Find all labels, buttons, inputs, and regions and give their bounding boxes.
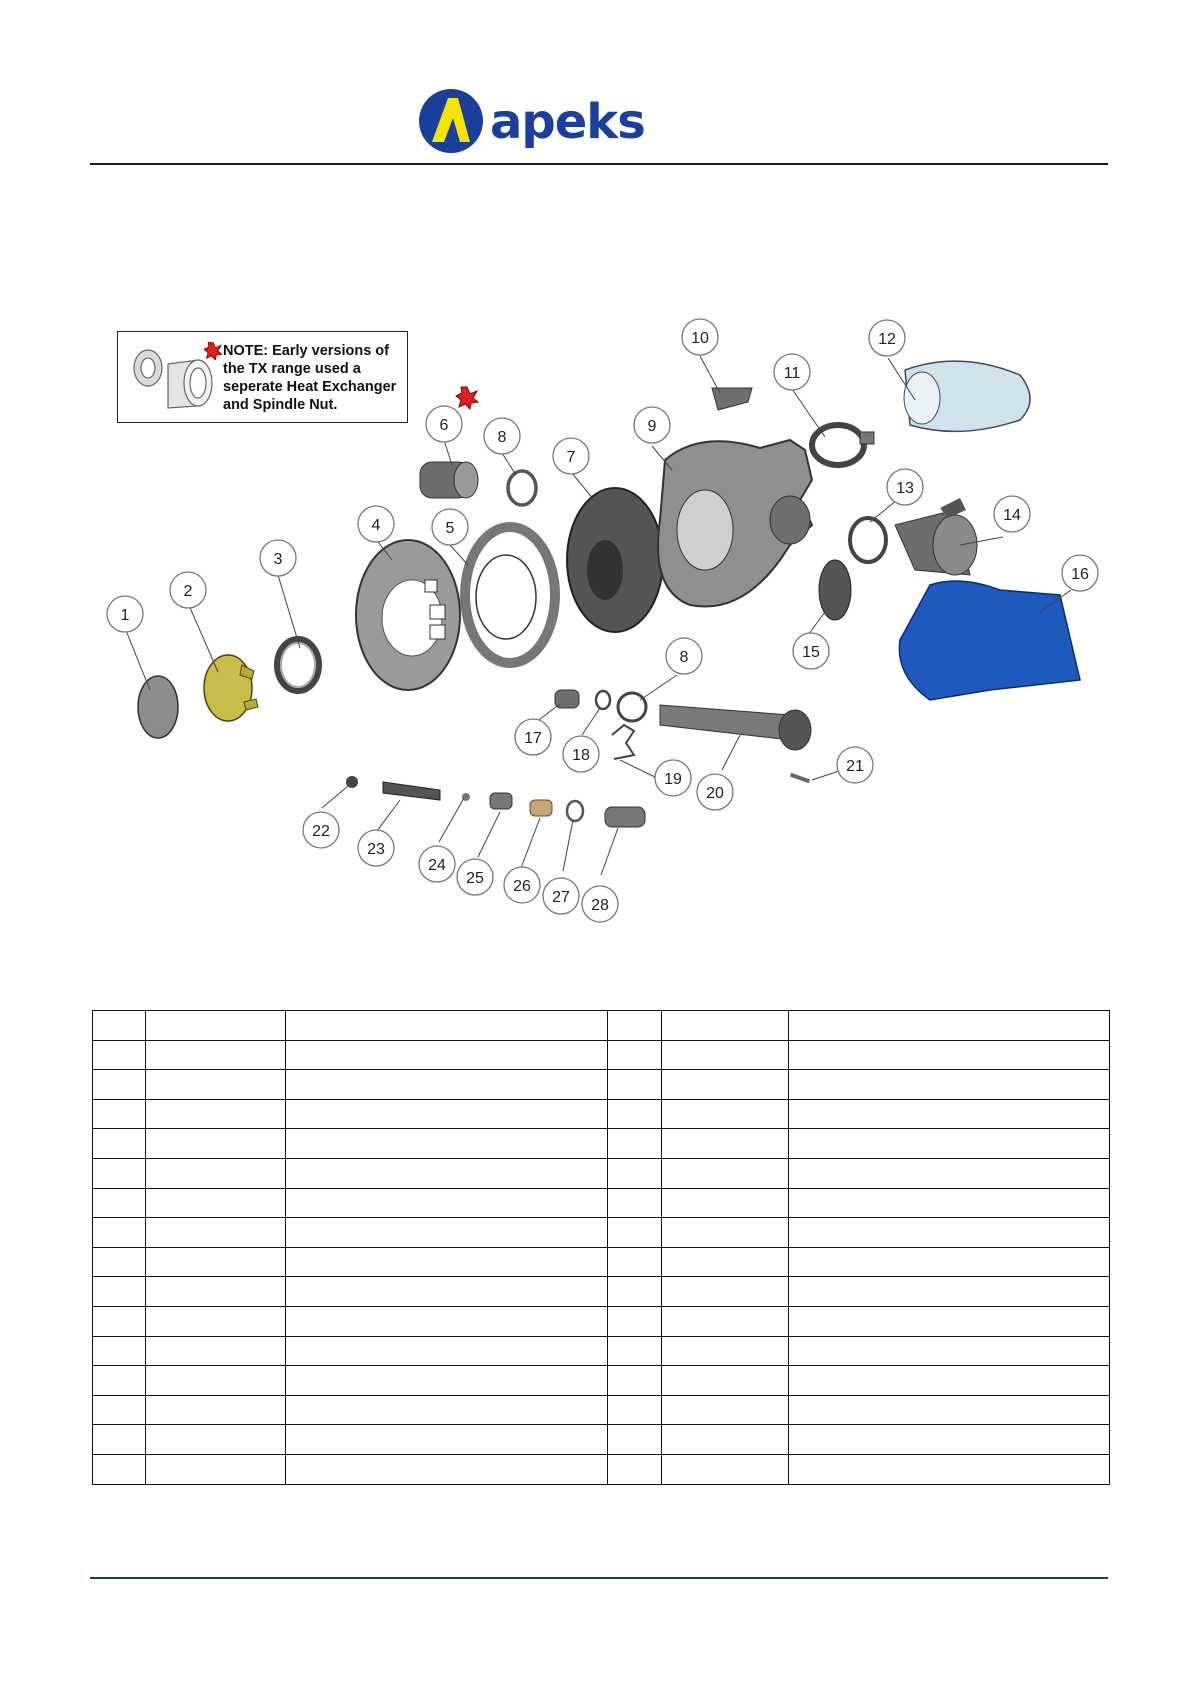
- table-cell: [146, 1306, 286, 1336]
- note-starburst-icon: [204, 342, 222, 360]
- table-cell: [146, 1011, 286, 1041]
- header-rule: [90, 163, 1108, 165]
- callout-10: [682, 319, 718, 355]
- table-cell: [662, 1011, 789, 1041]
- part-3-retaining-ring: [277, 639, 319, 691]
- table-cell: [789, 1306, 1110, 1336]
- table-cell: [146, 1336, 286, 1366]
- callout-15: [793, 633, 829, 669]
- table-row: [93, 1336, 1110, 1366]
- table-cell: [608, 1277, 662, 1307]
- svg-text:14: 14: [1003, 507, 1021, 524]
- table-cell: [662, 1454, 789, 1484]
- table-cell: [662, 1099, 789, 1129]
- red-starburst-icon: [456, 387, 478, 409]
- svg-text:5: 5: [445, 520, 455, 537]
- table-cell: [789, 1129, 1110, 1159]
- callout-21: [837, 747, 873, 783]
- table-cell: [608, 1218, 662, 1248]
- svg-text:15: 15: [802, 644, 820, 661]
- callout-6: [426, 406, 462, 442]
- table-cell: [286, 1158, 608, 1188]
- table-cell: [93, 1188, 146, 1218]
- svg-text:6: 6: [439, 417, 449, 434]
- table-cell: [608, 1188, 662, 1218]
- table-cell: [146, 1218, 286, 1248]
- table-cell: [662, 1040, 789, 1070]
- callout-2: [170, 572, 206, 608]
- part-14-mouthpiece-adapter: [895, 498, 977, 575]
- callout-1: [107, 596, 143, 632]
- svg-text:1: 1: [120, 607, 130, 624]
- callout-8-lower: [666, 638, 702, 674]
- part-21-pin: [790, 773, 810, 784]
- part-26-poppet-brass: [530, 800, 552, 816]
- part-1-diaphragm-cover-disc: [138, 676, 178, 738]
- part-2-purge-button: [204, 655, 258, 721]
- table-row: [93, 1129, 1110, 1159]
- table-row: [93, 1218, 1110, 1248]
- part-12-mouthpiece-clear: [904, 361, 1030, 431]
- callout-3: [260, 540, 296, 576]
- parts-table-body: [93, 1011, 1110, 1485]
- svg-text:16: 16: [1071, 566, 1089, 583]
- table-cell: [608, 1425, 662, 1455]
- svg-text:18: 18: [572, 747, 590, 764]
- table-cell: [662, 1129, 789, 1159]
- table-cell: [662, 1336, 789, 1366]
- callout-5: [432, 509, 468, 545]
- table-cell: [789, 1366, 1110, 1396]
- table-cell: [93, 1129, 146, 1159]
- table-cell: [286, 1129, 608, 1159]
- table-cell: [93, 1306, 146, 1336]
- part-4-front-cover: [356, 540, 460, 690]
- table-cell: [146, 1188, 286, 1218]
- table-cell: [608, 1395, 662, 1425]
- table-cell: [789, 1188, 1110, 1218]
- part-15-exhaust-valve: [819, 560, 851, 620]
- part-27-o-ring: [567, 801, 583, 821]
- callout-24: [419, 846, 455, 882]
- part-16-exhaust-tee-blue: [899, 581, 1080, 700]
- table-cell: [286, 1218, 608, 1248]
- table-cell: [286, 1336, 608, 1366]
- callout-14: [994, 496, 1030, 532]
- table-row: [93, 1425, 1110, 1455]
- table-cell: [93, 1454, 146, 1484]
- callout-19: [655, 760, 691, 796]
- table-row: [93, 1247, 1110, 1277]
- table-cell: [789, 1218, 1110, 1248]
- callout-23: [358, 830, 394, 866]
- svg-text:22: 22: [312, 823, 330, 840]
- table-cell: [146, 1099, 286, 1129]
- svg-text:8: 8: [679, 649, 689, 666]
- svg-text:20: 20: [706, 785, 724, 802]
- table-cell: [608, 1336, 662, 1366]
- table-cell: [286, 1277, 608, 1307]
- table-cell: [146, 1395, 286, 1425]
- table-cell: [789, 1011, 1110, 1041]
- table-cell: [789, 1425, 1110, 1455]
- table-cell: [146, 1247, 286, 1277]
- table-cell: [93, 1099, 146, 1129]
- svg-text:26: 26: [513, 878, 531, 895]
- table-cell: [93, 1277, 146, 1307]
- note-line: NOTE: Early versions of: [223, 343, 389, 359]
- part-28-orifice: [605, 807, 645, 827]
- table-cell: [662, 1247, 789, 1277]
- callout-25: [457, 859, 493, 895]
- table-cell: [608, 1366, 662, 1396]
- table-row: [93, 1454, 1110, 1484]
- table-row: [93, 1070, 1110, 1100]
- table-cell: [789, 1277, 1110, 1307]
- table-cell: [662, 1188, 789, 1218]
- table-cell: [286, 1011, 608, 1041]
- table-cell: [662, 1306, 789, 1336]
- table-cell: [93, 1395, 146, 1425]
- svg-text:2: 2: [183, 583, 193, 600]
- callout-27: [543, 878, 579, 914]
- svg-text:11: 11: [783, 365, 801, 382]
- table-cell: [608, 1247, 662, 1277]
- footer-rule: [90, 1577, 1108, 1579]
- table-row: [93, 1158, 1110, 1188]
- table-cell: [286, 1040, 608, 1070]
- svg-text:17: 17: [524, 730, 542, 747]
- table-cell: [662, 1277, 789, 1307]
- table-row: [93, 1306, 1110, 1336]
- table-cell: [608, 1070, 662, 1100]
- table-cell: [146, 1425, 286, 1455]
- svg-text:10: 10: [691, 330, 709, 347]
- table-row: [93, 1366, 1110, 1396]
- parts-list-table: [92, 1010, 1110, 1485]
- callout-9: [634, 407, 670, 443]
- table-cell: [286, 1099, 608, 1129]
- svg-text:19: 19: [664, 771, 682, 788]
- table-cell: [146, 1366, 286, 1396]
- callout-18: [563, 736, 599, 772]
- callout-12: [869, 320, 905, 356]
- table-row: [93, 1099, 1110, 1129]
- part-8-o-ring-lower: [618, 693, 646, 721]
- table-cell: [789, 1158, 1110, 1188]
- table-row: [93, 1395, 1110, 1425]
- table-cell: [789, 1070, 1110, 1100]
- part-23-spindle: [383, 782, 440, 800]
- svg-text:24: 24: [428, 857, 446, 874]
- table-cell: [789, 1040, 1110, 1070]
- table-cell: [286, 1247, 608, 1277]
- table-cell: [146, 1040, 286, 1070]
- table-cell: [146, 1158, 286, 1188]
- callout-16: [1062, 555, 1098, 591]
- part-8-o-ring: [508, 471, 536, 505]
- table-cell: [789, 1336, 1110, 1366]
- table-cell: [608, 1011, 662, 1041]
- table-cell: [789, 1395, 1110, 1425]
- svg-text:27: 27: [552, 889, 570, 906]
- table-cell: [608, 1099, 662, 1129]
- table-cell: [93, 1366, 146, 1396]
- part-19-lever: [612, 725, 634, 759]
- note-line: the TX range used a: [223, 361, 361, 377]
- part-25-bushing: [490, 793, 512, 809]
- svg-text:7: 7: [566, 449, 576, 466]
- table-cell: [93, 1070, 146, 1100]
- table-row: [93, 1011, 1110, 1041]
- table-cell: [93, 1218, 146, 1248]
- apeks-logo: [418, 86, 668, 158]
- svg-text:4: 4: [371, 517, 381, 534]
- table-cell: [662, 1070, 789, 1100]
- svg-text:3: 3: [273, 551, 283, 568]
- table-cell: [146, 1277, 286, 1307]
- table-cell: [93, 1336, 146, 1366]
- callout-20: [697, 774, 733, 810]
- svg-text:25: 25: [466, 870, 484, 887]
- table-cell: [662, 1395, 789, 1425]
- table-cell: [146, 1454, 286, 1484]
- callout-17: [515, 719, 551, 755]
- callout-7: [553, 438, 589, 474]
- note-line: and Spindle Nut.: [223, 397, 338, 413]
- table-cell: [93, 1247, 146, 1277]
- table-cell: [286, 1306, 608, 1336]
- table-cell: [93, 1425, 146, 1455]
- table-cell: [146, 1070, 286, 1100]
- callout-28: [582, 886, 618, 922]
- callout-13: [887, 469, 923, 505]
- table-cell: [286, 1454, 608, 1484]
- table-cell: [93, 1011, 146, 1041]
- table-cell: [93, 1040, 146, 1070]
- table-cell: [286, 1395, 608, 1425]
- part-13-o-ring: [850, 518, 886, 562]
- svg-text:8: 8: [497, 429, 507, 446]
- note-text: [223, 342, 405, 414]
- table-row: [93, 1277, 1110, 1307]
- table-cell: [146, 1129, 286, 1159]
- apeks-logo-text: apeks: [490, 94, 645, 150]
- table-cell: [608, 1040, 662, 1070]
- part-18-small-o-ring: [596, 691, 610, 709]
- table-cell: [286, 1188, 608, 1218]
- table-cell: [789, 1247, 1110, 1277]
- table-row: [93, 1040, 1110, 1070]
- svg-text:21: 21: [846, 758, 864, 775]
- callout-22: [303, 812, 339, 848]
- table-row: [93, 1188, 1110, 1218]
- callout-26: [504, 867, 540, 903]
- callout-4: [358, 506, 394, 542]
- table-cell: [608, 1129, 662, 1159]
- table-cell: [286, 1070, 608, 1100]
- svg-text:23: 23: [367, 841, 385, 858]
- part-7-diaphragm: [567, 488, 663, 632]
- table-cell: [286, 1425, 608, 1455]
- table-cell: [789, 1454, 1110, 1484]
- table-cell: [662, 1218, 789, 1248]
- table-cell: [662, 1425, 789, 1455]
- part-9-second-stage-housing: [658, 440, 812, 607]
- svg-text:28: 28: [591, 897, 609, 914]
- table-cell: [608, 1454, 662, 1484]
- table-cell: [662, 1158, 789, 1188]
- svg-text:12: 12: [878, 331, 896, 348]
- svg-text:9: 9: [647, 418, 657, 435]
- callout-8-top: [484, 418, 520, 454]
- table-cell: [608, 1306, 662, 1336]
- table-cell: [93, 1158, 146, 1188]
- table-cell: [286, 1366, 608, 1396]
- callout-11: [774, 354, 810, 390]
- part-5-cover-ring: [465, 527, 555, 663]
- svg-text:13: 13: [896, 480, 914, 497]
- table-cell: [662, 1366, 789, 1396]
- table-cell: [608, 1158, 662, 1188]
- table-cell: [789, 1099, 1110, 1129]
- note-line: seperate Heat Exchanger: [223, 379, 397, 395]
- note-box: [117, 331, 408, 423]
- apeks-logo-mark-icon: [418, 86, 488, 156]
- part-10-clip: [712, 388, 752, 410]
- part-6-heat-exchanger: [420, 462, 478, 498]
